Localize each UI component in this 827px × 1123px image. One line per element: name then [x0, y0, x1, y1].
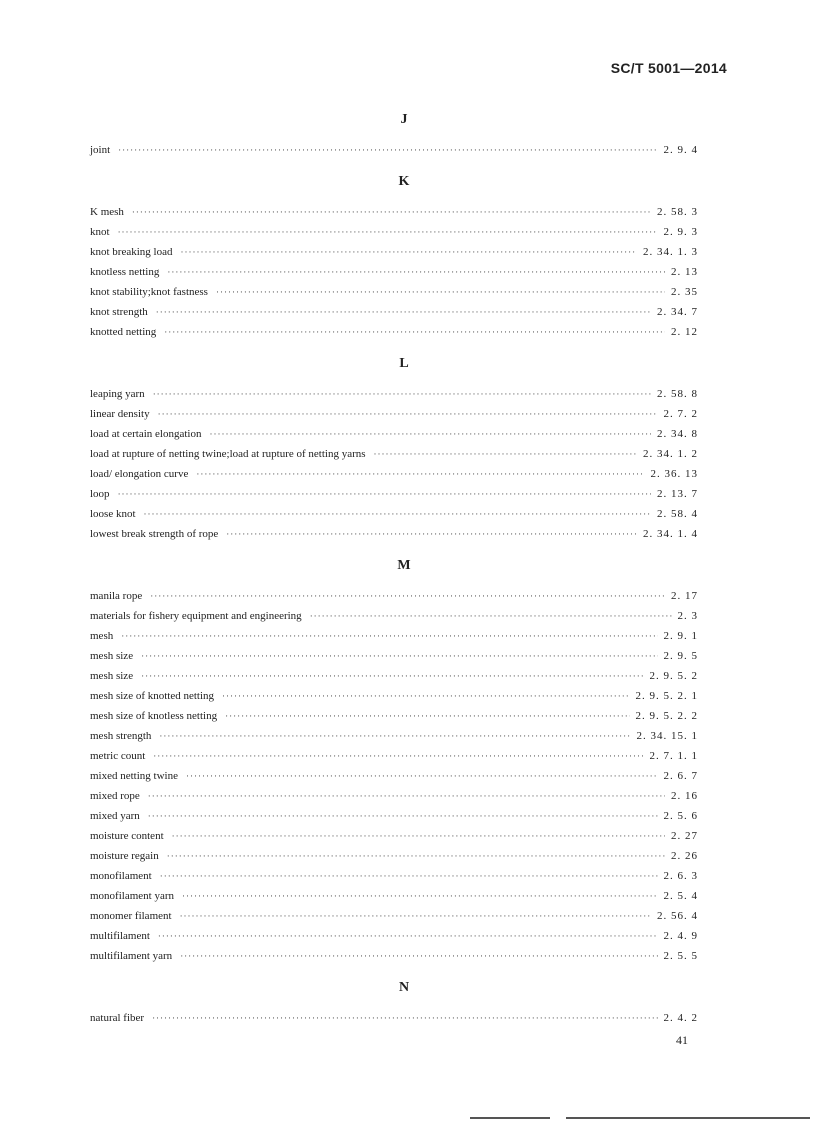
clause-reference: 2. 5. 6 [663, 810, 698, 822]
dot-leader [167, 846, 665, 866]
dot-leader [160, 866, 658, 886]
dot-leader [196, 464, 644, 484]
index-entry [90, 626, 698, 646]
index-term: monofilament [90, 870, 152, 882]
index-entry [90, 424, 698, 444]
dot-leader [374, 444, 637, 464]
clause-reference: 2. 27 [671, 830, 698, 842]
index-entry [90, 706, 698, 726]
index-term: mixed yarn [90, 810, 140, 822]
dot-leader [118, 484, 651, 504]
index-term: mesh size [90, 670, 134, 682]
clause-reference: 2. 9. 5 [663, 650, 698, 662]
index-term: metric count [90, 750, 146, 762]
index-term: mesh strength [90, 730, 152, 742]
clause-reference: 2. 56. 4 [657, 910, 698, 922]
dot-leader [186, 766, 658, 786]
clause-reference: 2. 16 [671, 790, 698, 802]
index-entry [90, 302, 698, 322]
dot-leader [180, 946, 657, 966]
clause-reference: 2. 34. 1. 4 [643, 528, 698, 540]
index-term: multifilament yarn [90, 950, 173, 962]
index-entry [90, 806, 698, 826]
clause-reference: 2. 5. 5 [663, 950, 698, 962]
index-term: monomer filament [90, 910, 172, 922]
index-term: natural fiber [90, 1012, 145, 1024]
dot-leader [209, 424, 651, 444]
index-term: knot breaking load [90, 246, 173, 258]
index-entry [90, 504, 698, 524]
section-letter-heading: K [398, 174, 410, 189]
section-letter-heading: L [399, 356, 409, 371]
dot-leader [225, 706, 629, 726]
index-term: knot strength [90, 306, 148, 318]
index-entry [90, 484, 698, 504]
dot-leader [167, 262, 665, 282]
dot-leader [152, 1008, 657, 1028]
footer-rule-short [470, 1117, 550, 1119]
clause-reference: 2. 17 [671, 590, 698, 602]
dot-leader [132, 202, 651, 222]
clause-reference: 2. 6. 7 [663, 770, 698, 782]
index-entry [90, 886, 698, 906]
dot-leader [118, 140, 657, 160]
dot-leader [141, 666, 643, 686]
dot-leader [158, 404, 658, 424]
dot-leader [148, 786, 665, 806]
index-term: mesh size [90, 650, 134, 662]
index-entry [90, 322, 698, 342]
dot-leader [156, 302, 651, 322]
index-section-j [90, 110, 698, 160]
clause-reference: 2. 7. 2 [663, 408, 698, 420]
section-letter-heading: M [397, 558, 411, 573]
dot-leader [153, 384, 651, 404]
index-entry [90, 686, 698, 706]
index-term: knotless netting [90, 266, 160, 278]
clause-reference: 2. 7. 1. 1 [649, 750, 698, 762]
clause-reference: 2. 9. 5. 2. 1 [635, 690, 698, 702]
section-letter-heading: J [400, 112, 408, 127]
index-entry [90, 282, 698, 302]
clause-reference: 2. 5. 4 [663, 890, 698, 902]
dot-leader [141, 646, 657, 666]
index-entry [90, 846, 698, 866]
dot-leader [153, 746, 643, 766]
clause-reference: 2. 26 [671, 850, 698, 862]
index-section-l [90, 354, 698, 544]
clause-reference: 2. 34. 8 [657, 428, 698, 440]
index-term: joint [90, 144, 111, 156]
clause-reference: 2. 35 [671, 286, 698, 298]
page-number: 41 [676, 1033, 688, 1047]
clause-reference: 2. 34. 7 [657, 306, 698, 318]
clause-reference: 2. 9. 5. 2. 2 [635, 710, 698, 722]
dot-leader [222, 686, 629, 706]
index-term: mixed rope [90, 790, 140, 802]
index-term: moisture regain [90, 850, 159, 862]
clause-reference: 2. 9. 5. 2 [649, 670, 698, 682]
index-entry [90, 866, 698, 886]
dot-leader [150, 586, 665, 606]
clause-reference: 2. 9. 3 [663, 226, 698, 238]
index-term: loose knot [90, 508, 136, 520]
index-term: moisture content [90, 830, 164, 842]
document-id-header: SC/T 5001—2014 [610, 60, 727, 76]
index-entry [90, 726, 698, 746]
dot-leader [172, 826, 665, 846]
index-entry [90, 746, 698, 766]
clause-reference: 2. 34. 15. 1 [636, 730, 698, 742]
index-term: knot stability;knot fastness [90, 286, 208, 298]
index-entry [90, 826, 698, 846]
clause-reference: 2. 4. 2 [663, 1012, 698, 1024]
index-section-n [90, 978, 698, 1028]
index-term: loop [90, 488, 110, 500]
index-term: materials for fishery equipment and engineering [90, 610, 302, 622]
index-term: load at certain elongation [90, 428, 202, 440]
index-entry [90, 786, 698, 806]
dot-leader [158, 926, 658, 946]
index-entry [90, 906, 698, 926]
index-entry [90, 464, 698, 484]
footer-rule-long [566, 1117, 810, 1119]
index-term: knot [90, 226, 110, 238]
index-term: linear density [90, 408, 150, 420]
index-term: monofilament yarn [90, 890, 175, 902]
index-entry [90, 646, 698, 666]
index-section-m [90, 556, 698, 966]
dot-leader [182, 886, 657, 906]
clause-reference: 2. 36. 13 [650, 468, 698, 480]
index-entry [90, 404, 698, 424]
index-entry [90, 242, 698, 262]
section-letter-heading: N [398, 980, 410, 995]
index-entry [90, 1008, 698, 1028]
index-term: load at rupture of netting twine;load at rupture of netting yarns [90, 448, 366, 460]
index-term: mesh size of knotted netting [90, 690, 215, 702]
index-term: K mesh [90, 206, 124, 218]
index-entry [90, 222, 698, 242]
clause-reference: 2. 34. 1. 2 [643, 448, 698, 460]
clause-reference: 2. 58. 3 [657, 206, 698, 218]
clause-reference: 2. 6. 3 [663, 870, 698, 882]
index-entry [90, 202, 698, 222]
index-entry [90, 666, 698, 686]
index-term: manila rope [90, 590, 143, 602]
index-entry [90, 140, 698, 160]
dot-leader [216, 282, 665, 302]
clause-reference: 2. 9. 1 [663, 630, 698, 642]
index-entry [90, 946, 698, 966]
dot-leader [164, 322, 665, 342]
index-entry [90, 586, 698, 606]
index-entry [90, 384, 698, 404]
index-section-k [90, 172, 698, 342]
dot-leader [180, 242, 637, 262]
index-term: multifilament [90, 930, 150, 942]
dot-leader [180, 906, 651, 926]
clause-reference: 2. 13 [671, 266, 698, 278]
index-entry [90, 766, 698, 786]
dot-leader [121, 626, 657, 646]
dot-leader [226, 524, 637, 544]
index-term: leaping yarn [90, 388, 145, 400]
clause-reference: 2. 12 [671, 326, 698, 338]
index-term: mixed netting twine [90, 770, 178, 782]
dot-leader [148, 806, 658, 826]
index-term: mesh size of knotless netting [90, 710, 218, 722]
index-term: knotted netting [90, 326, 157, 338]
dot-leader [118, 222, 658, 242]
clause-reference: 2. 34. 1. 3 [643, 246, 698, 258]
index-term: load/ elongation curve [90, 468, 189, 480]
index-term: mesh [90, 630, 114, 642]
index-entry [90, 606, 698, 626]
index-entry [90, 262, 698, 282]
index-term: lowest break strength of rope [90, 528, 219, 540]
dot-leader [159, 726, 630, 746]
clause-reference: 2. 9. 4 [663, 144, 698, 156]
index-entry [90, 444, 698, 464]
clause-reference: 2. 58. 4 [657, 508, 698, 520]
dot-leader [144, 504, 651, 524]
index-entry [90, 524, 698, 544]
clause-reference: 2. 58. 8 [657, 388, 698, 400]
dot-leader [310, 606, 672, 626]
index-entry [90, 926, 698, 946]
clause-reference: 2. 4. 9 [663, 930, 698, 942]
clause-reference: 2. 3 [677, 610, 698, 622]
clause-reference: 2. 13. 7 [657, 488, 698, 500]
